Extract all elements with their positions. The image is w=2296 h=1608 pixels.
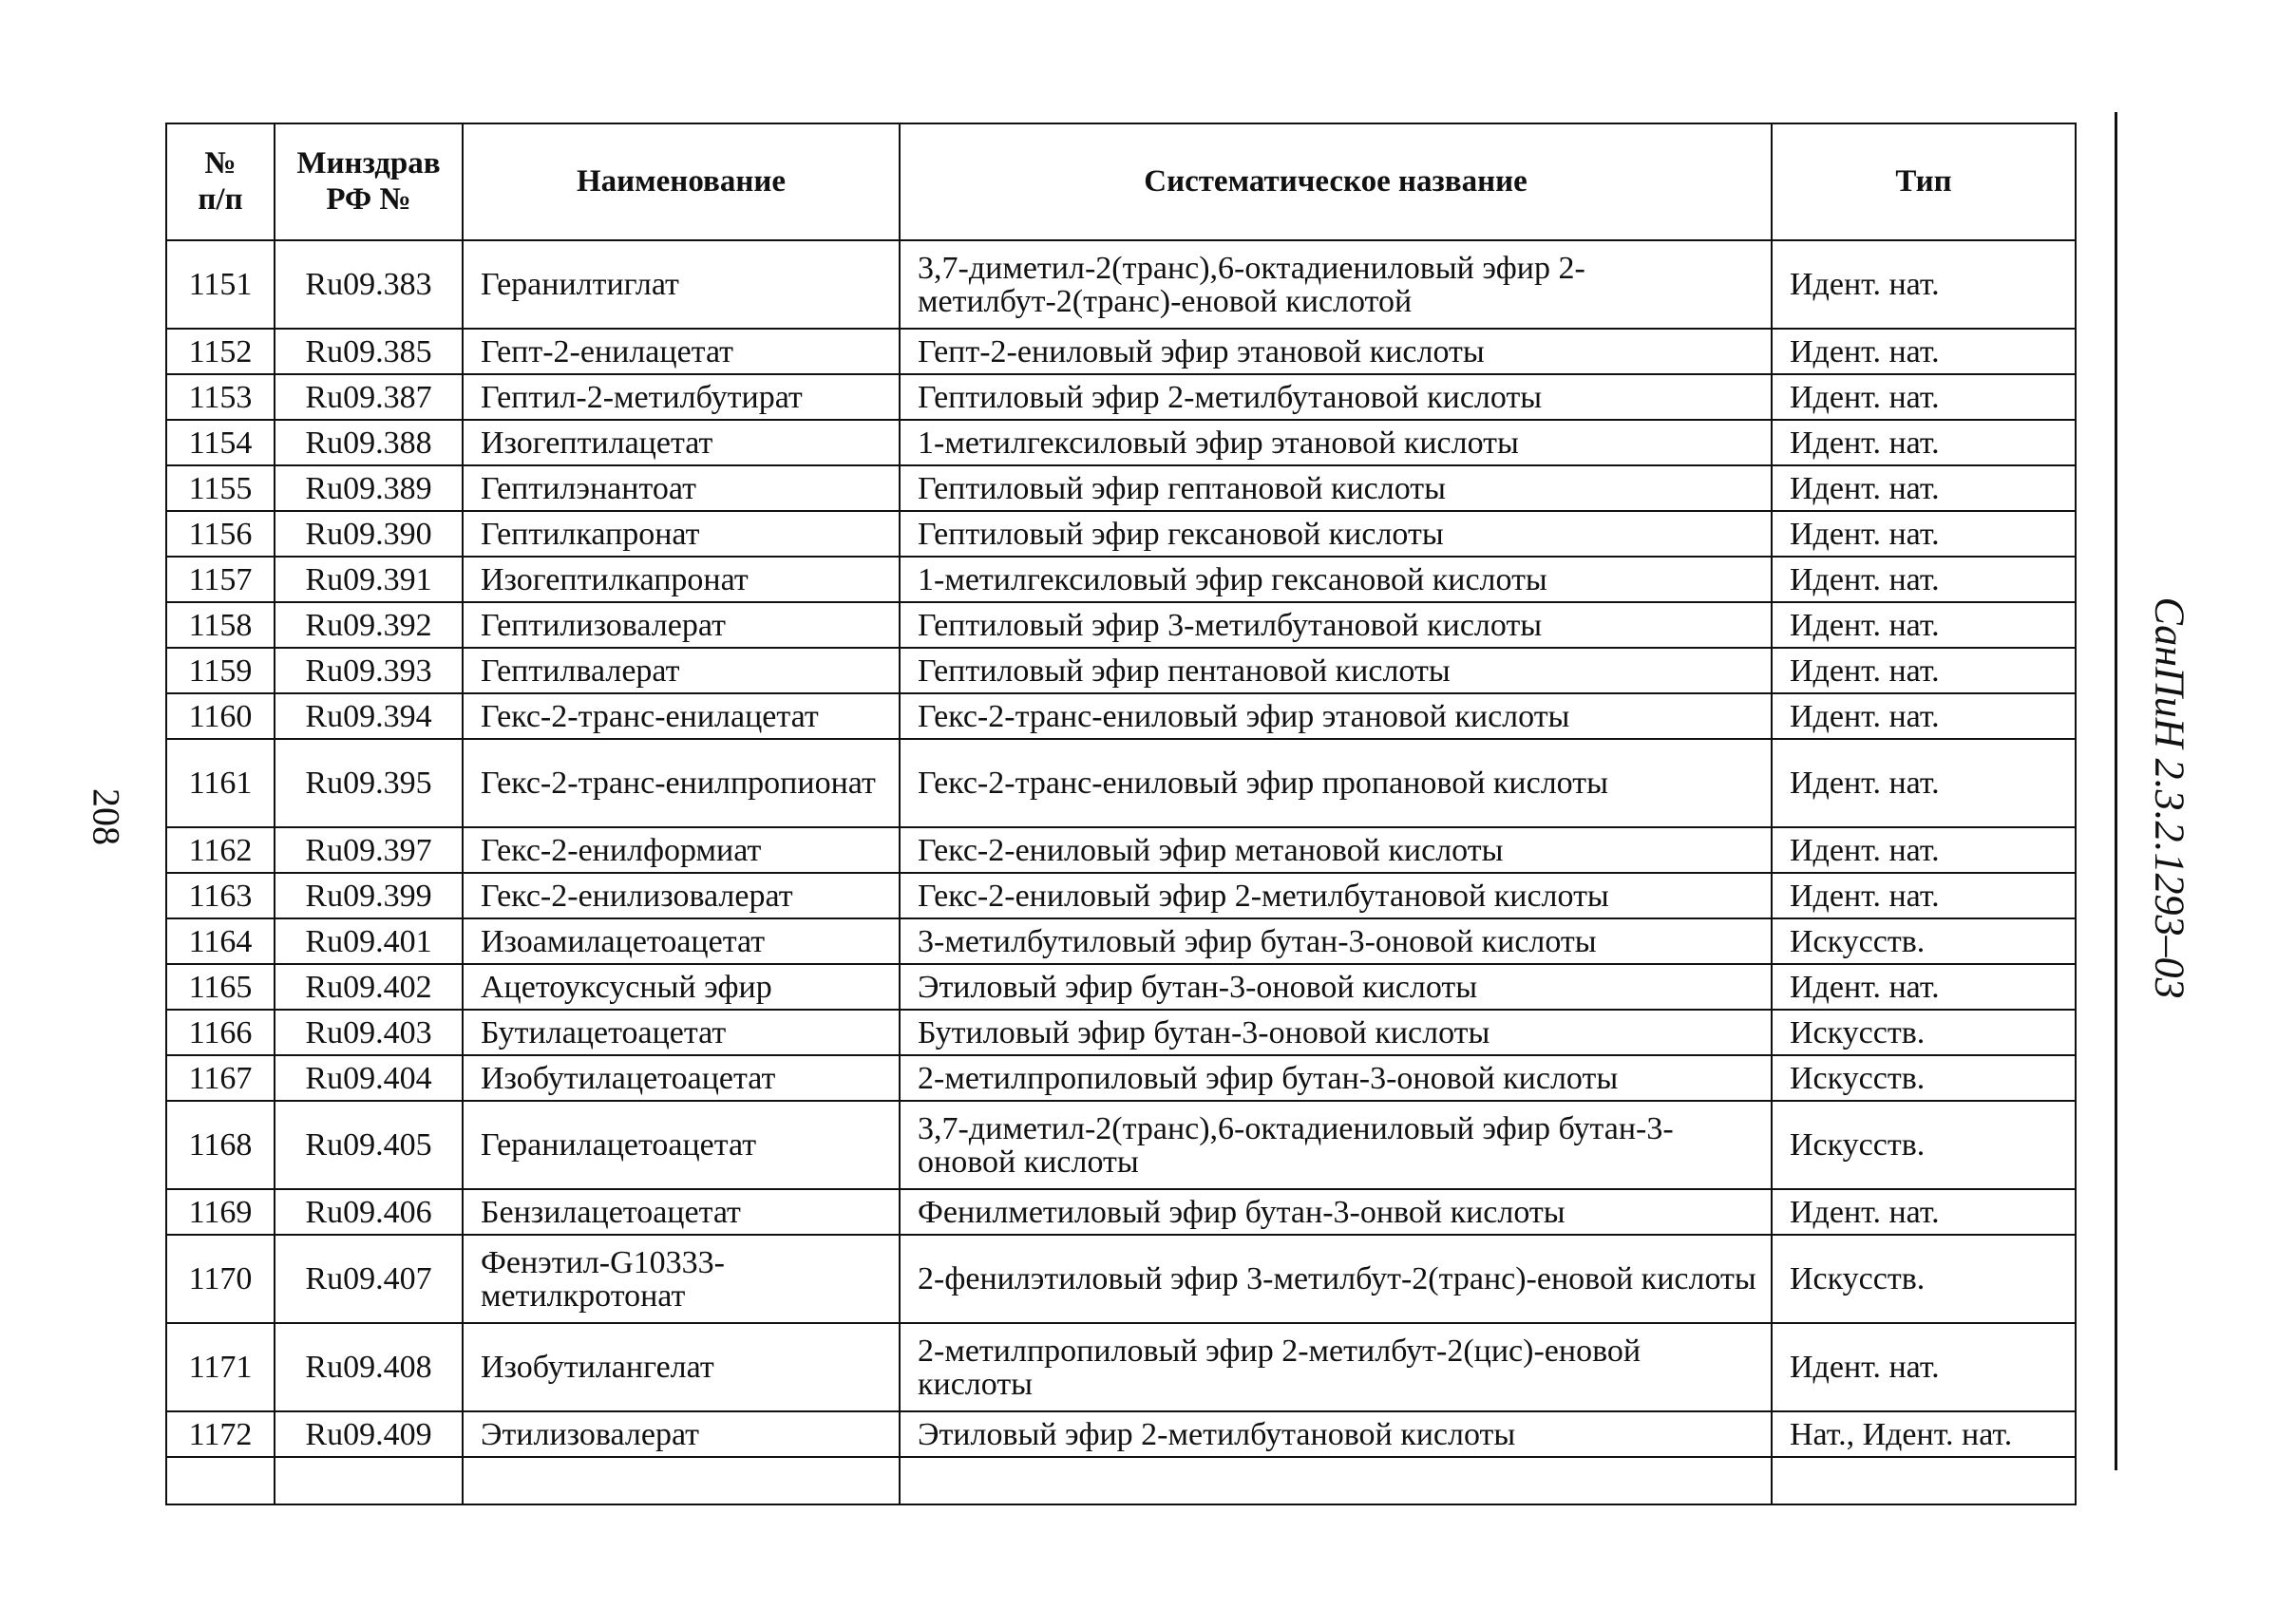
name-cell: Этилизовалерат (463, 1411, 900, 1457)
row-number-cell: 1171 (166, 1323, 275, 1411)
minzdrav-code-cell: Ru09.391 (275, 557, 463, 602)
name-cell: Гептилвалерат (463, 648, 900, 693)
header-type: Тип (1772, 123, 2076, 240)
type-cell: Идент. нат. (1772, 648, 2076, 693)
type-cell: Идент. нат. (1772, 465, 2076, 511)
systematic-name-cell: Гептиловый эфир гептановой кислоты (900, 465, 1772, 511)
name-cell: Бутилацетоацетат (463, 1010, 900, 1055)
type-cell: Идент. нат. (1772, 511, 2076, 557)
table-row (166, 693, 2076, 739)
empty-row (166, 1457, 2076, 1504)
header-number (166, 123, 275, 240)
systematic-name-cell: Гекс-2-транс-ениловый эфир этановой кислоты (900, 693, 1772, 739)
row-number-cell: 1163 (166, 873, 275, 918)
systematic-name-cell: Гептиловый эфир 3-метилбутановой кислоты (900, 602, 1772, 648)
type-cell: Искусств. (1772, 918, 2076, 964)
systematic-name-cell: 2-метилпропиловый эфир 2-метилбут-2(цис)-еновой кислоты (900, 1323, 1772, 1411)
name-cell: Фенэтил-G10333-метилкротонат (463, 1235, 900, 1323)
minzdrav-code-cell: Ru09.390 (275, 511, 463, 557)
name-cell: Бензилацетоацетат (463, 1189, 900, 1235)
table-row (166, 1055, 2076, 1101)
type-cell: Идент. нат. (1772, 420, 2076, 465)
empty-cell (1772, 1457, 2076, 1504)
name-cell: Гептилкапронат (463, 511, 900, 557)
table-body (166, 240, 2076, 1504)
systematic-name-cell: Гекс-2-ениловый эфир метановой кислоты (900, 827, 1772, 873)
empty-cell (166, 1457, 275, 1504)
minzdrav-code-cell: Ru09.406 (275, 1189, 463, 1235)
name-cell: Изогептилкапронат (463, 557, 900, 602)
row-number-cell: 1164 (166, 918, 275, 964)
table-row (166, 1323, 2076, 1411)
name-cell: Изобутилангелат (463, 1323, 900, 1411)
table-row (166, 918, 2076, 964)
minzdrav-code-cell: Ru09.387 (275, 374, 463, 420)
systematic-name-cell: 2-фенилэтиловый эфир 3-метилбут-2(транс)-еновой кислоты (900, 1235, 1772, 1323)
minzdrav-code-cell: Ru09.409 (275, 1411, 463, 1457)
row-number-cell: 1156 (166, 511, 275, 557)
type-cell: Идент. нат. (1772, 739, 2076, 827)
systematic-name-cell: Фенилметиловый эфир бутан-3-онвой кислоты (900, 1189, 1772, 1235)
systematic-name-cell: 3,7-диметил-2(транс),6-октадиениловый эфир 2-метилбут-2(транс)-еновой кислотой (900, 240, 1772, 329)
row-number-cell: 1168 (166, 1101, 275, 1189)
systematic-name-cell: 3,7-диметил-2(транс),6-октадиениловый эфир бутан-3-оновой кислоты (900, 1101, 1772, 1189)
header-minzdrav-line2: РФ № (326, 181, 411, 217)
row-number-cell: 1172 (166, 1411, 275, 1457)
minzdrav-code-cell: Ru09.393 (275, 648, 463, 693)
header-minzdrav (275, 123, 463, 240)
header-systematic-name: Систематическое название (900, 123, 1772, 240)
systematic-name-cell: 1-метилгексиловый эфир этановой кислоты (900, 420, 1772, 465)
name-cell: Гекс-2-енилформиат (463, 827, 900, 873)
type-cell: Идент. нат. (1772, 873, 2076, 918)
minzdrav-code-cell: Ru09.403 (275, 1010, 463, 1055)
row-number-cell: 1152 (166, 329, 275, 374)
minzdrav-code-cell: Ru09.383 (275, 240, 463, 329)
minzdrav-code-cell: Ru09.397 (275, 827, 463, 873)
type-cell: Искусств. (1772, 1055, 2076, 1101)
name-cell: Геранилацетоацетат (463, 1101, 900, 1189)
table-row (166, 557, 2076, 602)
type-cell: Идент. нат. (1772, 693, 2076, 739)
systematic-name-cell: Гекс-2-транс-ениловый эфир пропановой кислоты (900, 739, 1772, 827)
minzdrav-code-cell: Ru09.392 (275, 602, 463, 648)
header-number-line1: № (204, 145, 237, 180)
table-row (166, 602, 2076, 648)
row-number-cell: 1165 (166, 964, 275, 1010)
row-number-cell: 1151 (166, 240, 275, 329)
name-cell: Гекс-2-транс-енилацетат (463, 693, 900, 739)
name-cell: Гепт-2-енилацетат (463, 329, 900, 374)
table-row (166, 1411, 2076, 1457)
row-number-cell: 1167 (166, 1055, 275, 1101)
row-number-cell: 1166 (166, 1010, 275, 1055)
type-cell: Идент. нат. (1772, 1323, 2076, 1411)
systematic-name-cell: 1-метилгексиловый эфир гексановой кислоты (900, 557, 1772, 602)
header-minzdrav-line1: Минздрав (296, 145, 441, 180)
type-cell: Искусств. (1772, 1101, 2076, 1189)
minzdrav-code-cell: Ru09.405 (275, 1101, 463, 1189)
table-row (166, 648, 2076, 693)
empty-cell (463, 1457, 900, 1504)
table-row (166, 374, 2076, 420)
name-cell: Гекс-2-енилизовалерат (463, 873, 900, 918)
name-cell: Изоамилацетоацетат (463, 918, 900, 964)
margin-rule (2115, 112, 2117, 1470)
type-cell: Нат., Идент. нат. (1772, 1411, 2076, 1457)
systematic-name-cell: Гептиловый эфир гексановой кислоты (900, 511, 1772, 557)
table-row (166, 511, 2076, 557)
table-row (166, 240, 2076, 329)
minzdrav-code-cell: Ru09.401 (275, 918, 463, 964)
systematic-name-cell: Бутиловый эфир бутан-3-оновой кислоты (900, 1010, 1772, 1055)
name-cell: Ацетоуксусный эфир (463, 964, 900, 1010)
header-name: Наименование (463, 123, 900, 240)
systematic-name-cell: Гекс-2-ениловый эфир 2-метилбутановой кислоты (900, 873, 1772, 918)
type-cell: Идент. нат. (1772, 329, 2076, 374)
minzdrav-code-cell: Ru09.395 (275, 739, 463, 827)
minzdrav-code-cell: Ru09.389 (275, 465, 463, 511)
minzdrav-code-cell: Ru09.408 (275, 1323, 463, 1411)
minzdrav-code-cell: Ru09.394 (275, 693, 463, 739)
type-cell: Искусств. (1772, 1235, 2076, 1323)
type-cell: Идент. нат. (1772, 964, 2076, 1010)
row-number-cell: 1159 (166, 648, 275, 693)
name-cell: Гептилизовалерат (463, 602, 900, 648)
systematic-name-cell: 2-метилпропиловый эфир бутан-3-оновой кислоты (900, 1055, 1772, 1101)
name-cell: Гептил-2-метилбутират (463, 374, 900, 420)
name-cell: Гекс-2-транс-енилпропионат (463, 739, 900, 827)
empty-cell (900, 1457, 1772, 1504)
row-number-cell: 1155 (166, 465, 275, 511)
minzdrav-code-cell: Ru09.385 (275, 329, 463, 374)
minzdrav-code-cell: Ru09.388 (275, 420, 463, 465)
flavoring-substances-table (165, 123, 2077, 1505)
name-cell: Геранилтиглат (463, 240, 900, 329)
empty-cell (275, 1457, 463, 1504)
table-row (166, 827, 2076, 873)
header-number-line2: п/п (198, 181, 243, 217)
systematic-name-cell: Гептиловый эфир пентановой кислоты (900, 648, 1772, 693)
table-row (166, 1189, 2076, 1235)
page-number: 208 (85, 788, 128, 845)
systematic-name-cell: Этиловый эфир 2-метилбутановой кислоты (900, 1411, 1772, 1457)
type-cell: Идент. нат. (1772, 240, 2076, 329)
systematic-name-cell: Гепт-2-ениловый эфир этановой кислоты (900, 329, 1772, 374)
header-row (166, 123, 2076, 240)
table-row (166, 1010, 2076, 1055)
systematic-name-cell: 3-метилбутиловый эфир бутан-3-оновой кислоты (900, 918, 1772, 964)
name-cell: Изогептилацетат (463, 420, 900, 465)
type-cell: Идент. нат. (1772, 374, 2076, 420)
row-number-cell: 1162 (166, 827, 275, 873)
table-row (166, 1235, 2076, 1323)
table-row (166, 420, 2076, 465)
document-code: СанПиН 2.3.2.1293–03 (2146, 596, 2193, 999)
table-row (166, 873, 2076, 918)
minzdrav-code-cell: Ru09.407 (275, 1235, 463, 1323)
row-number-cell: 1158 (166, 602, 275, 648)
table-row (166, 1101, 2076, 1189)
table-row (166, 329, 2076, 374)
row-number-cell: 1160 (166, 693, 275, 739)
table-row (166, 465, 2076, 511)
type-cell: Идент. нат. (1772, 827, 2076, 873)
row-number-cell: 1154 (166, 420, 275, 465)
row-number-cell: 1170 (166, 1235, 275, 1323)
type-cell: Идент. нат. (1772, 602, 2076, 648)
type-cell: Искусств. (1772, 1010, 2076, 1055)
row-number-cell: 1157 (166, 557, 275, 602)
table-row (166, 964, 2076, 1010)
row-number-cell: 1153 (166, 374, 275, 420)
minzdrav-code-cell: Ru09.402 (275, 964, 463, 1010)
systematic-name-cell: Гептиловый эфир 2-метилбутановой кислоты (900, 374, 1772, 420)
minzdrav-code-cell: Ru09.404 (275, 1055, 463, 1101)
name-cell: Гептилэнантоат (463, 465, 900, 511)
row-number-cell: 1169 (166, 1189, 275, 1235)
minzdrav-code-cell: Ru09.399 (275, 873, 463, 918)
type-cell: Идент. нат. (1772, 557, 2076, 602)
systematic-name-cell: Этиловый эфир бутан-3-оновой кислоты (900, 964, 1772, 1010)
table-row (166, 739, 2076, 827)
name-cell: Изобутилацетоацетат (463, 1055, 900, 1101)
type-cell: Идент. нат. (1772, 1189, 2076, 1235)
row-number-cell: 1161 (166, 739, 275, 827)
